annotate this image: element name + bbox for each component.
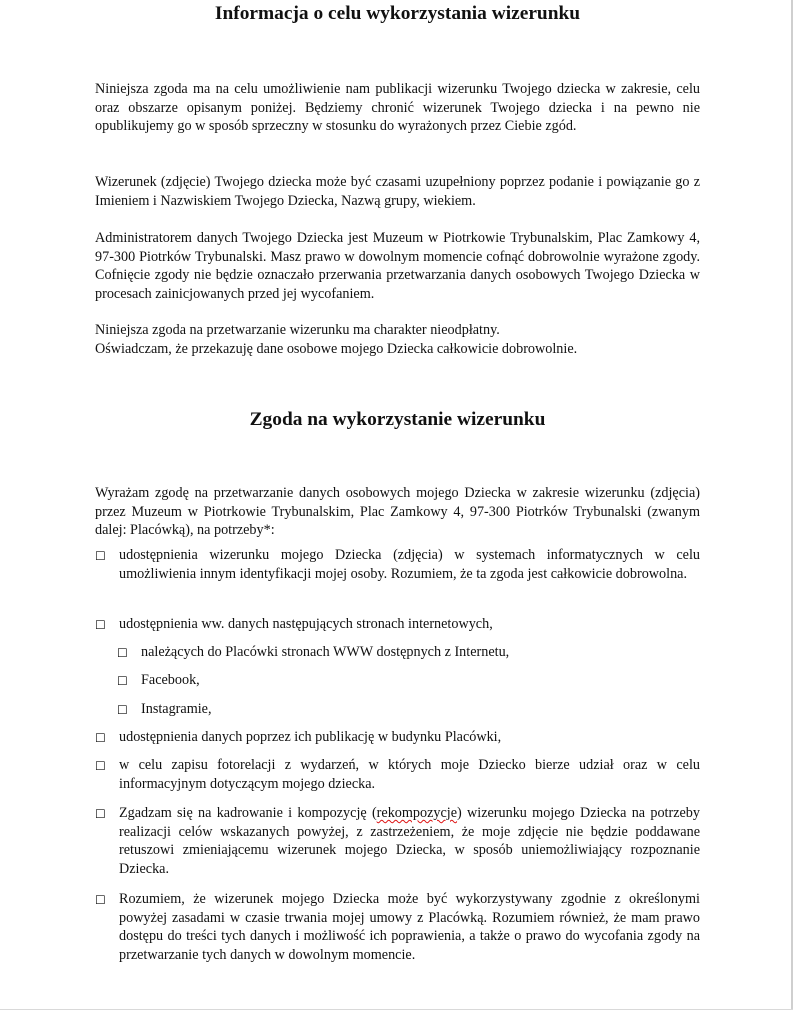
consent-subitem-text: Instagramie, [141, 701, 212, 717]
info-paragraph: Niniejsza zgoda na przetwarzanie wizerunku ma charakter nieodpłatny. [95, 322, 500, 338]
consent-intro: Wyrażam zgodę na przetwarzanie danych osobowych mojego Dziecka w zakresie wizerunku (zdjęcia) przez Muzeum w Piotrkowie Trybunalskim, Plac Zamkowy 4, 97-300 Piotrków Trybunalski (zwanym dalej: Placówką), na potrzeby*: [95, 485, 700, 539]
consent-subitem [117, 671, 700, 690]
consent-item-text: udostępnienia ww. danych następujących stronach internetowych, [119, 616, 493, 632]
checkbox-icon[interactable]: ☐ [95, 893, 106, 907]
info-paragraph: Niniejsza zgoda ma na celu umożliwienie nam publikacji wizerunku Twojego dziecka w zakresie, celu oraz obszarze opisanym poniżej. Będziemy chronić wizerunek Twojego dziecka i na pewno nie opublikujemy go w sposób sprzeczny w stosunku do wyrażonych przez Ciebie zgód. [95, 81, 700, 135]
checkbox-icon[interactable]: ☐ [117, 646, 128, 660]
consent-item-text: udostępnienia wizerunku mojego Dziecka (zdjęcia) w systemach informatycznych w celu umożliwienia innym identyfikacji mojej osoby. Rozumiem, że ta zgoda jest całkowicie dobrowolna. [119, 547, 700, 582]
heading-info: Informacja o celu wykorzystania wizerunku [214, 3, 581, 24]
consent-item-text: w celu zapisu fotorelacji z wydarzeń, w których moje Dziecko bierze udział oraz w celu informacyjnym dotyczącym mojego dziecka. [119, 757, 700, 792]
consent-item [95, 890, 700, 964]
consent-item [95, 546, 700, 583]
consent-item [95, 728, 700, 747]
consent-item [95, 804, 700, 878]
consent-subitem-text: Facebook, [141, 672, 200, 688]
info-paragraph: Wizerunek (zdjęcie) Twojego dziecka może być czasami uzupełniony poprzez podanie i powiązanie go z Imieniem i Nazwiskiem Twojego Dziecka, Nazwą grupy, wiekiem. [95, 174, 700, 209]
info-paragraph: Oświadczam, że przekazuję dane osobowe mojego Dziecka całkowicie dobrowolnie. [95, 341, 578, 357]
checkbox-icon[interactable]: ☐ [95, 731, 106, 745]
heading-consent: Zgoda na wykorzystanie wizerunku [249, 409, 546, 430]
consent-item-text: Rozumiem, że wizerunek mojego Dziecka może być wykorzystywany zgodnie z określonymi powyżej zasadami w czasie trwania mojej umowy z Placówką. Rozumiem również, że mam prawo dostępu do treści tych danych i możliwość ich poprawienia, a także o prawo do wycofania zgody na przetwarzanie tych danych w dowolnym momencie. [119, 891, 700, 963]
checkbox-icon[interactable]: ☐ [95, 618, 106, 632]
consent-item-text: udostępnienia danych poprzez ich publikację w budynku Placówki, [119, 729, 502, 745]
consent-subitem-text: należących do Placówki stronach WWW dostępnych z Internetu, [141, 644, 510, 660]
consent-item-text [119, 804, 700, 878]
framing-text-before: Zgadzam się na kadrowanie i kompozycję ( [119, 805, 377, 821]
framing-text-after: ) wizerunku mojego Dziecka na potrzeby realizacji celów wskazanych powyżej, z zastrzeżeniem, że moje zdjęcie nie będzie poddawane retuszowi zmieniającemu wizerunek mojego Dziecka, w sposób uniemożliwiający rozpoznanie Dziecka. [119, 805, 700, 877]
checkbox-icon[interactable]: ☐ [95, 549, 106, 563]
spellcheck-underlined-word: rekompozycje [376, 805, 458, 821]
consent-item [95, 756, 700, 793]
checkbox-icon[interactable]: ☐ [95, 807, 106, 821]
consent-subitem [117, 700, 700, 719]
checkbox-icon[interactable]: ☐ [117, 674, 128, 688]
checkbox-icon[interactable]: ☐ [117, 703, 128, 717]
consent-subitem [117, 643, 700, 662]
info-paragraph: Administratorem danych Twojego Dziecka jest Muzeum w Piotrkowie Trybunalskim, Plac Zamkowy 4, 97-300 Piotrków Trybunalski. Masz prawo w dowolnym momencie cofnąć dobrowolnie wyrażone zgody. Cofnięcie zgody nie będzie oznaczało przerwania przetwarzania danych osobowych Twojego Dziecka w procesach zainicjowanych przed jej wycofaniem. [95, 230, 700, 302]
checkbox-icon[interactable]: ☐ [95, 759, 106, 773]
consent-item [95, 615, 700, 634]
